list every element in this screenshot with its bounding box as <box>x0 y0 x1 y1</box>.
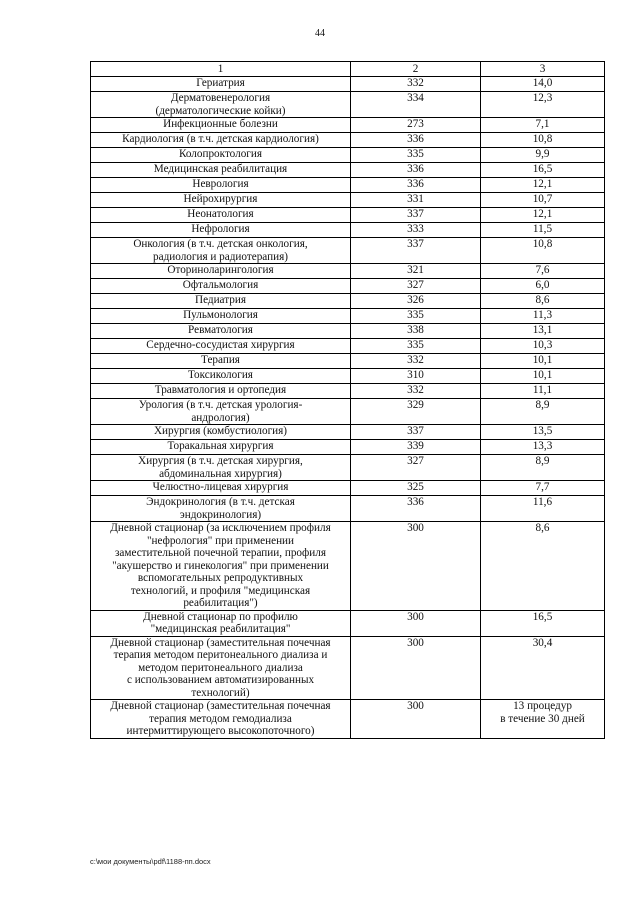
column-3-value-cell: 13,5 <box>481 425 605 440</box>
column-3-value-cell: 13,1 <box>481 324 605 339</box>
column-2-value-cell: 336 <box>351 163 481 178</box>
column-2-value-cell: 339 <box>351 440 481 455</box>
table-row <box>91 369 605 384</box>
column-3-value-cell: 16,5 <box>481 163 605 178</box>
profile-name-cell: Хирургия (комбустиология) <box>91 425 351 440</box>
norms-table <box>90 61 605 739</box>
profile-name-cell: Офтальмология <box>91 279 351 294</box>
column-2-value-cell: 325 <box>351 481 481 496</box>
profile-name-cell: Медицинская реабилитация <box>91 163 351 178</box>
table-row <box>91 148 605 163</box>
table-body <box>91 77 605 739</box>
column-3-value-cell: 6,0 <box>481 279 605 294</box>
profile-name-cell: Урология (в т.ч. детская урология- андрология) <box>91 399 351 425</box>
column-2-value-cell: 310 <box>351 369 481 384</box>
table-row <box>91 178 605 193</box>
column-3-value-cell: 8,9 <box>481 399 605 425</box>
page-number: 44 <box>315 28 325 39</box>
table-row <box>91 133 605 148</box>
column-2-value-cell: 336 <box>351 133 481 148</box>
table-row <box>91 238 605 264</box>
profile-name-cell: Педиатрия <box>91 294 351 309</box>
column-3-value-cell: 11,3 <box>481 309 605 324</box>
table-row <box>91 339 605 354</box>
column-3-value-cell: 7,1 <box>481 118 605 133</box>
table-row <box>91 264 605 279</box>
table-row <box>91 481 605 496</box>
column-header-3: 3 <box>481 62 605 77</box>
profile-name-cell: Гериатрия <box>91 77 351 92</box>
column-2-value-cell: 337 <box>351 238 481 264</box>
profile-name-cell: Торакальная хирургия <box>91 440 351 455</box>
table-row <box>91 496 605 522</box>
table-row <box>91 610 605 636</box>
column-2-value-cell: 335 <box>351 148 481 163</box>
profile-name-cell: Эндокринология (в т.ч. детская эндокринология) <box>91 496 351 522</box>
table-row <box>91 354 605 369</box>
profile-name-cell: Инфекционные болезни <box>91 118 351 133</box>
table-row <box>91 636 605 700</box>
table-row <box>91 455 605 481</box>
column-2-value-cell: 335 <box>351 339 481 354</box>
profile-name-cell: Дерматовенерология (дерматологические койки) <box>91 92 351 118</box>
column-2-value-cell: 327 <box>351 455 481 481</box>
column-3-value-cell: 13 процедур в течение 30 дней <box>481 700 605 739</box>
column-3-value-cell: 8,6 <box>481 522 605 611</box>
profile-name-cell: Терапия <box>91 354 351 369</box>
column-3-value-cell: 14,0 <box>481 77 605 92</box>
column-2-value-cell: 332 <box>351 77 481 92</box>
column-2-value-cell: 332 <box>351 354 481 369</box>
profile-name-cell: Колопроктология <box>91 148 351 163</box>
column-2-value-cell: 300 <box>351 610 481 636</box>
profile-name-cell: Нейрохирургия <box>91 193 351 208</box>
profile-name-cell: Дневной стационар (заместительная почечная терапия методом перитонеального диализа и методом перитонеального диализа с использованием автоматизированных технологий) <box>91 636 351 700</box>
column-3-value-cell: 30,4 <box>481 636 605 700</box>
profile-name-cell: Токсикология <box>91 369 351 384</box>
table-row <box>91 440 605 455</box>
column-header-2: 2 <box>351 62 481 77</box>
profile-name-cell: Онкология (в т.ч. детская онкология, радиология и радиотерапия) <box>91 238 351 264</box>
table-row <box>91 522 605 611</box>
table-row <box>91 77 605 92</box>
profile-name-cell: Сердечно-сосудистая хирургия <box>91 339 351 354</box>
column-2-value-cell: 337 <box>351 425 481 440</box>
column-3-value-cell: 11,1 <box>481 384 605 399</box>
column-3-value-cell: 8,6 <box>481 294 605 309</box>
table-row <box>91 294 605 309</box>
column-3-value-cell: 10,8 <box>481 238 605 264</box>
profile-name-cell: Неврология <box>91 178 351 193</box>
table-row <box>91 309 605 324</box>
column-2-value-cell: 327 <box>351 279 481 294</box>
column-3-value-cell: 11,5 <box>481 223 605 238</box>
table-row <box>91 425 605 440</box>
profile-name-cell: Дневной стационар (за исключением профиля "нефрология" при применении заместительной почечной терапии, профиля "акушерство и гинекология" при применении вспомогательных репродуктивных технологий, и профиля "медицинская реабилитация") <box>91 522 351 611</box>
column-3-value-cell: 10,1 <box>481 354 605 369</box>
column-3-value-cell: 10,7 <box>481 193 605 208</box>
profile-name-cell: Травматология и ортопедия <box>91 384 351 399</box>
column-2-value-cell: 329 <box>351 399 481 425</box>
profile-name-cell: Хирургия (в т.ч. детская хирургия, абдоминальная хирургия) <box>91 455 351 481</box>
table-row <box>91 208 605 223</box>
table-row <box>91 223 605 238</box>
table-row <box>91 700 605 739</box>
column-2-value-cell: 300 <box>351 522 481 611</box>
table-row <box>91 324 605 339</box>
column-3-value-cell: 8,9 <box>481 455 605 481</box>
profile-name-cell: Неонатология <box>91 208 351 223</box>
profile-name-cell: Пульмонология <box>91 309 351 324</box>
column-2-value-cell: 338 <box>351 324 481 339</box>
column-2-value-cell: 336 <box>351 496 481 522</box>
table-row <box>91 399 605 425</box>
profile-name-cell: Челюстно-лицевая хирургия <box>91 481 351 496</box>
column-2-value-cell: 335 <box>351 309 481 324</box>
column-2-value-cell: 321 <box>351 264 481 279</box>
profile-name-cell: Ревматология <box>91 324 351 339</box>
profile-name-cell: Оториноларингология <box>91 264 351 279</box>
table-row <box>91 92 605 118</box>
column-3-value-cell: 13,3 <box>481 440 605 455</box>
column-3-value-cell: 16,5 <box>481 610 605 636</box>
table-header-row <box>91 62 605 77</box>
profile-name-cell: Дневной стационар (заместительная почечная терапия методом гемодиализа интермиттирующего высокопоточного) <box>91 700 351 739</box>
column-3-value-cell: 7,7 <box>481 481 605 496</box>
column-2-value-cell: 336 <box>351 178 481 193</box>
column-header-1: 1 <box>91 62 351 77</box>
table-row <box>91 163 605 178</box>
table-row <box>91 118 605 133</box>
column-2-value-cell: 326 <box>351 294 481 309</box>
column-3-value-cell: 12,1 <box>481 208 605 223</box>
footer-file-path: c:\мои документы\pdf\1188-пп.docx <box>90 857 211 866</box>
profile-name-cell: Дневной стационар по профилю "медицинская реабилитация" <box>91 610 351 636</box>
column-3-value-cell: 12,3 <box>481 92 605 118</box>
column-2-value-cell: 334 <box>351 92 481 118</box>
column-2-value-cell: 331 <box>351 193 481 208</box>
profile-name-cell: Нефрология <box>91 223 351 238</box>
column-2-value-cell: 337 <box>351 208 481 223</box>
column-2-value-cell: 333 <box>351 223 481 238</box>
column-3-value-cell: 10,1 <box>481 369 605 384</box>
column-2-value-cell: 300 <box>351 636 481 700</box>
table-row <box>91 193 605 208</box>
table-row <box>91 384 605 399</box>
column-3-value-cell: 10,3 <box>481 339 605 354</box>
column-2-value-cell: 273 <box>351 118 481 133</box>
profile-name-cell: Кардиология (в т.ч. детская кардиология) <box>91 133 351 148</box>
table-row <box>91 279 605 294</box>
column-2-value-cell: 300 <box>351 700 481 739</box>
column-3-value-cell: 9,9 <box>481 148 605 163</box>
column-3-value-cell: 11,6 <box>481 496 605 522</box>
column-3-value-cell: 10,8 <box>481 133 605 148</box>
column-3-value-cell: 7,6 <box>481 264 605 279</box>
column-3-value-cell: 12,1 <box>481 178 605 193</box>
column-2-value-cell: 332 <box>351 384 481 399</box>
